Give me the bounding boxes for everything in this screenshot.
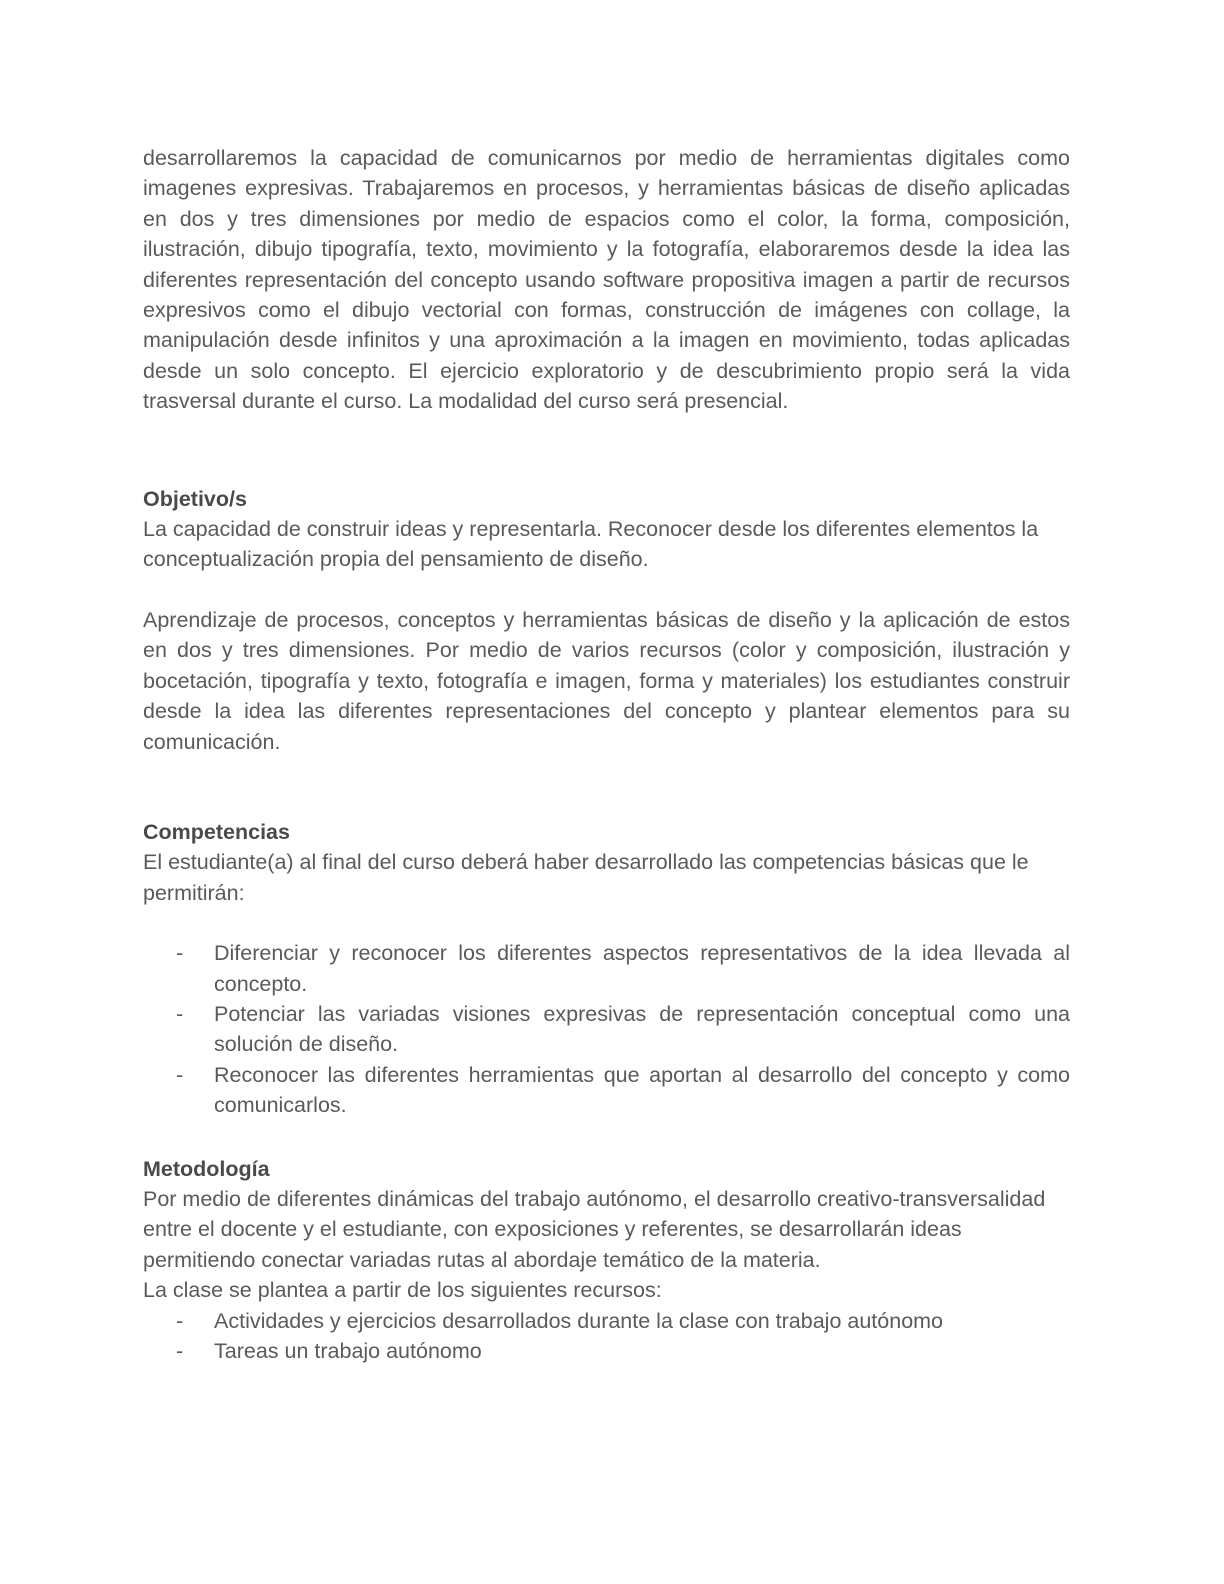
list-item [143,938,1070,999]
list-item [143,999,1070,1060]
objetivos-section [143,484,1070,757]
list-item [143,1306,1070,1336]
competencias-section [143,817,1070,1121]
list-item-text: Actividades y ejercicios desarrollados durante la clase con trabajo autónomo [214,1308,944,1333]
spacer [143,417,1070,484]
competencias-heading: Competencias [143,819,290,844]
list-item-text: Reconocer las diferentes herramientas que aportan al desarrollo del concepto y como comunicarlos. [214,1062,1070,1118]
list-item-text: Tareas un trabajo autónomo [214,1339,482,1363]
dash-bullet: - [176,941,184,966]
competencias-intro: El estudiante(a) al final del curso deberá haber desarrollado las competencias básicas que le permitirán: [143,850,1029,905]
dash-bullet: - [176,1062,184,1087]
spacer [143,575,1070,605]
spacer [143,757,1070,817]
spacer [143,1121,1070,1154]
document-page [143,143,1070,1366]
objetivos-heading: Objetivo/s [143,486,247,511]
metodologia-heading: Metodología [143,1156,270,1181]
dash-bullet: - [176,1339,184,1363]
metodologia-section [143,1154,1070,1367]
objetivos-paragraph-1: La capacidad de construir ideas y representarla. Reconocer desde los diferentes elementos la conceptualización propia del pensamiento de diseño. [143,517,1039,572]
spacer [143,908,1070,938]
metodologia-paragraph-1: Por medio de diferentes dinámicas del trabajo autónomo, el desarrollo creativo-transversalidad entre el docente y el estudiante, con exposiciones y referentes, se desarrollarán ideas permitiendo conectar variadas rutas al abordaje temático de la materia. [143,1186,1046,1272]
list-item [143,1060,1070,1121]
metodologia-list [143,1306,1070,1367]
list-item-text: Diferenciar y reconocer los diferentes aspectos representativos de la idea llevada al concepto. [214,941,1070,996]
competencias-list [143,938,1070,1120]
dash-bullet: - [176,1001,184,1026]
objetivos-paragraph-2: Aprendizaje de procesos, conceptos y herramientas básicas de diseño y la aplicación de estos en dos y tres dimensiones. Por medio de varios recursos (color y composición, ilustración y bocetación, tipografía y texto, fotografía e imagen, forma y materiales) los estudiantes construir desde la idea las diferentes representaciones del concepto y plantear elementos para su comunicación. [143,607,1070,754]
intro-paragraph: desarrollaremos la capacidad de comunicarnos por medio de herramientas digitales como imagenes expresivas. Trabajaremos en procesos, y herramientas básicas de diseño aplicadas en dos y tres dimensiones por medio de espacios como el color, la forma, composición, ilustración, dibujo tipografía, texto, movimiento y la fotografía, elaboraremos desde la idea las diferentes representación del concepto usando software propositiva imagen a partir de recursos expresivos como el dibujo vectorial con formas, construcción de imágenes con collage, la manipulación desde infinitos y una aproximación a la imagen en movimiento, todas aplicadas desde un solo concepto. El ejercicio exploratorio y de descubrimiento propio será la vida trasversal durante el curso. La modalidad del curso será presencial. [143,146,1070,414]
dash-bullet: - [176,1308,184,1333]
metodologia-paragraph-2: La clase se plantea a partir de los siguientes recursos: [143,1278,662,1303]
list-item-text: Potenciar las variadas visiones expresivas de representación conceptual como una solución de diseño. [214,1001,1070,1057]
list-item [143,1336,1070,1366]
